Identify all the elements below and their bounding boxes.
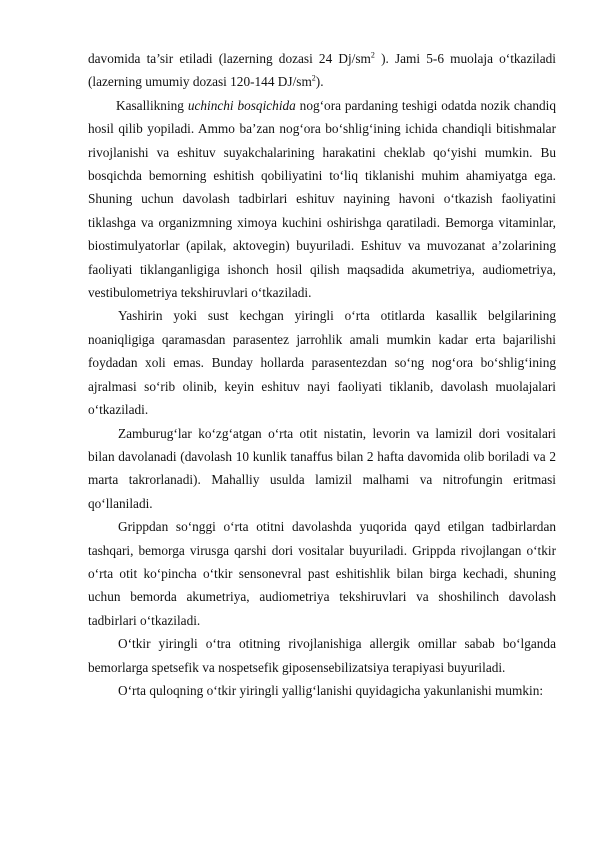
text-run: ). Jami 5-6 muolaja o‘tkaziladi (lazerning umumiy dozasi 120-144 DJ/sm	[88, 51, 556, 90]
italic-term: uchinchi bosqichida	[187, 97, 296, 113]
text-run: nog‘ora pardaning teshigi odatda nozik chandiq hosil qilib yopiladi. Ammo ba’zan nog‘ora bo‘shlig‘ining ichida chandiqli bitishmalar rivojlanishi va eshituv suyakchalarining harakatini cheklab qo‘yishi mumkin. Bu bosqichda bemorning eshitish qobiliyatini to‘liq tiklanishi muhim ahamiyatga ega. Shuning uchun davolash tadbirlari eshituv nayining havoni o‘tkazish faoliyatini tiklashga va organizmning ximoya kuchini oshirishga qaratiladi. Bemorga vitaminlar, biostimulyatorlar (apilak, aktovegin) buyuriladi. Eshituv va muvozanat a’zolarining faoliyati tiklanganligiga ishonch hosil qilish maqsadida akumetriya, audiometriya, vestibulometriya tekshiruvlari o‘tkaziladi.	[88, 97, 556, 301]
superscript: 2	[370, 50, 375, 60]
paragraph-fungal-otitis: Zamburug‘lar ko‘zg‘atgan o‘rta otit nistatin, levorin va lamizil dori vositalari bilan davolanadi (davolash 10 kunlik tanaffus bilan 2 hafta davomida olib boriladi va 2 marta takrorlanadi). Mahalliy usulda lamizil malhami va nitrofungin eritmasi qo‘llaniladi.	[88, 425, 556, 511]
paragraph-latent-otitis: Yashirin yoki sust kechgan yiringli o‘rta otitlarda kasallik belgilarining noaniqligiga qaramasdan parasentez jarrohlik amali mumkin kadar erta bajarilishi foydadan xoli emas. Bunday hollarda parasentezdan so‘ng nog‘ora bo‘shlig‘ining ajralmasi so‘rib olinib, keyin eshituv nayi faoliyati tiklanib, davolash muolajalari o‘tkaziladi.	[88, 308, 556, 418]
paragraph-post-flu-otitis: Grippdan so‘nggi o‘rta otitni davolashda yuqorida qayd etilgan tadbirlardan tashqari, bemorga virusga qarshi dori vositalar buyuriladi. Grippda rivojlangan o‘tkir o‘rta otit ko‘pincha o‘tkir sensonevral past eshitishlik bilan birga kechadi, shuning uchun bemorda akumetriya, audiometriya tekshiruvlari va shoshilinch davolash tadbirlari o‘tkaziladi.	[88, 519, 556, 628]
superscript: 2	[311, 73, 316, 83]
paragraph-third-stage	[88, 94, 556, 305]
text-run: Kasallikning	[116, 97, 188, 113]
text-run: ).	[315, 74, 324, 90]
text-run: davomida ta’sir etiladi (lazerning dozasi 24 Dj/sm	[88, 51, 371, 66]
paragraph-laser-dose	[88, 47, 556, 94]
paragraph-allergic-otitis: O‘tkir yiringli o‘tra otitning rivojlanishiga allergik omillar sabab bo‘lganda bemorlarga spetsefik va nospetsefik giposensebilizatsiya terapiyasi buyuriladi.	[88, 636, 556, 675]
paragraph-outcomes-intro: O‘rta quloqning o‘tkir yiringli yallig‘lanishi quyidagicha yakunlanishi mumkin:	[118, 682, 544, 698]
